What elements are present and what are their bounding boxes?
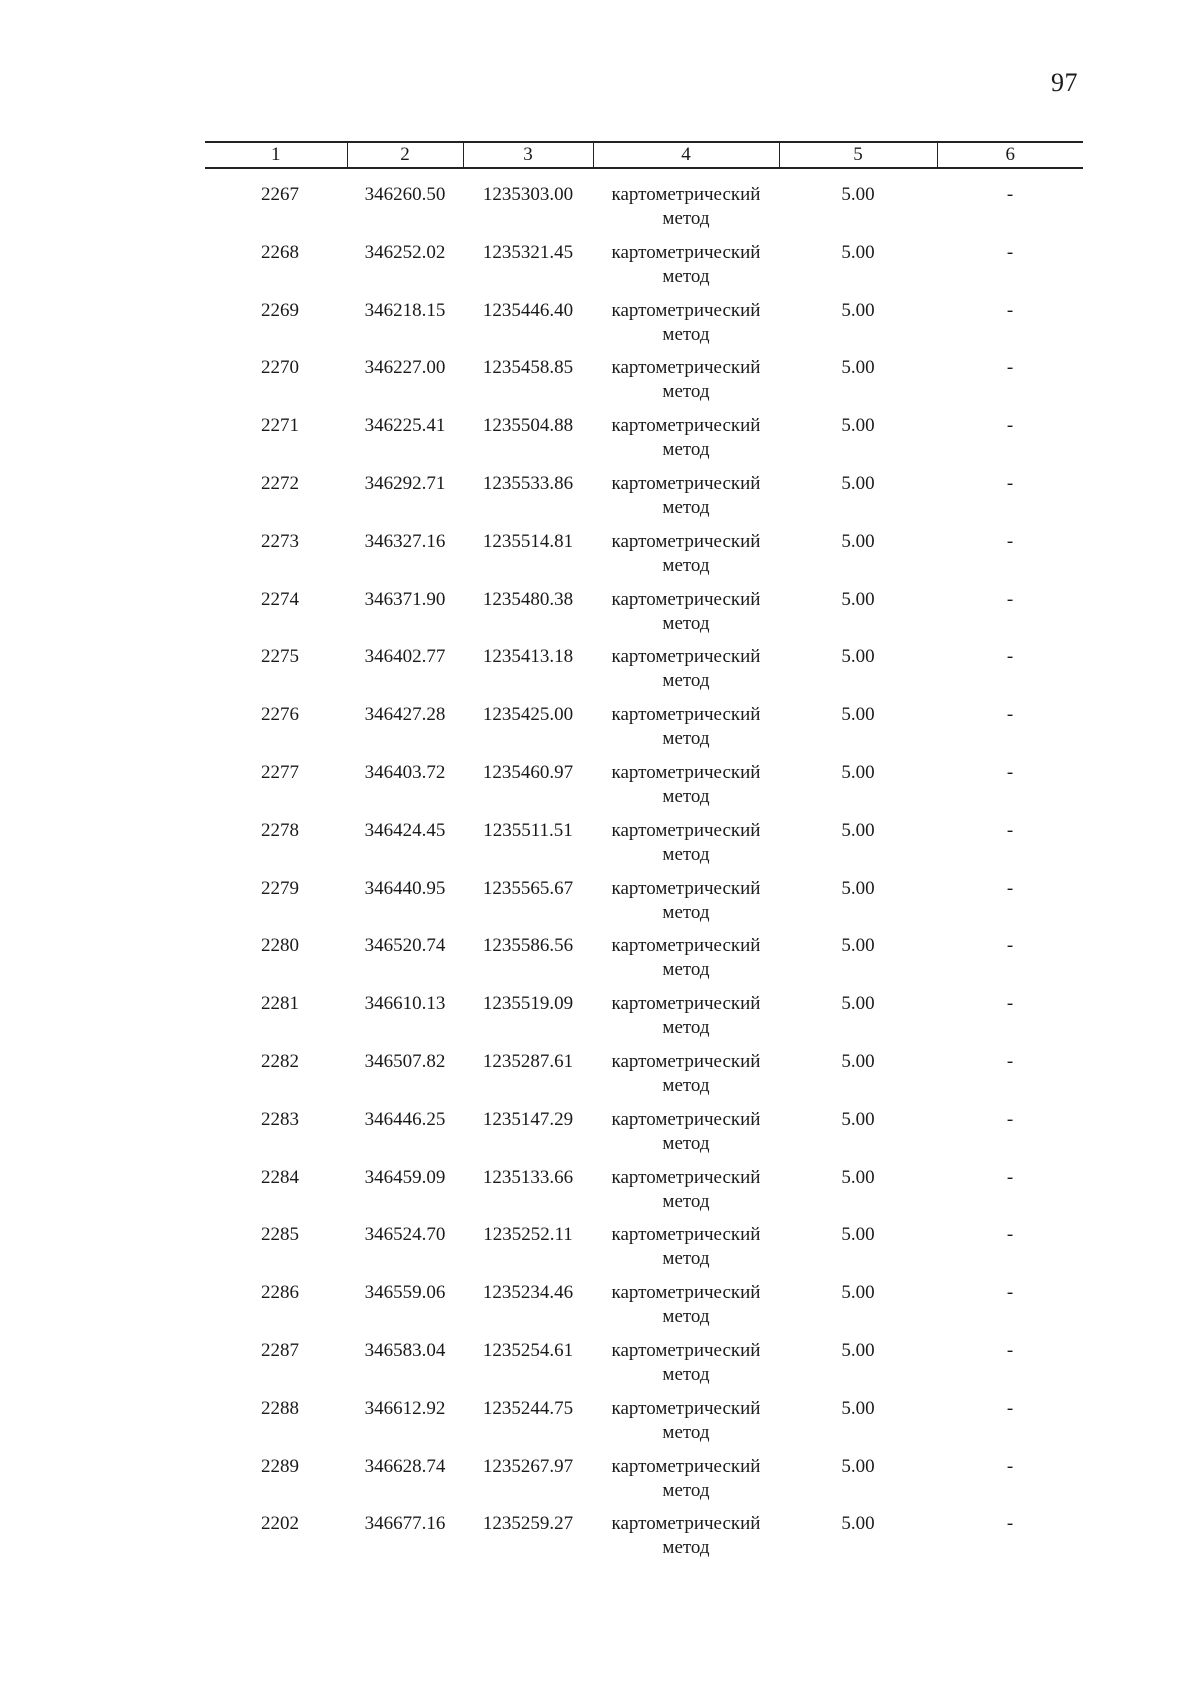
note-cell: - (1006, 704, 1014, 726)
method-line-2: метод (662, 1306, 710, 1328)
method-cell (593, 588, 779, 646)
y-coordinate-cell: 1235287.61 (482, 1050, 574, 1072)
note-cell: - (1006, 184, 1014, 205)
method-line-2: метод (662, 265, 710, 287)
y-coordinate-cell: 1235254.61 (482, 1339, 574, 1361)
y-coordinate-cell: 1235244.75 (482, 1397, 574, 1419)
x-coordinate-cell: 346218.15 (364, 299, 446, 321)
method-cell (593, 1166, 779, 1224)
method-line-2: метод (662, 1479, 710, 1501)
method-line-1: картометрический (611, 472, 761, 494)
note-cell: - (1006, 1050, 1014, 1072)
accuracy-cell: 5.00 (841, 588, 875, 610)
table-header (205, 141, 1083, 169)
method-cell (593, 703, 779, 761)
method-cell (593, 183, 779, 241)
x-coordinate-cell: 346583.04 (364, 1339, 446, 1361)
x-coordinate-cell: 346612.92 (364, 1397, 446, 1419)
method-cell (593, 472, 779, 530)
accuracy-cell: 5.00 (841, 357, 875, 379)
method-cell (593, 992, 779, 1050)
y-coordinate-cell: 1235303.00 (482, 184, 574, 205)
method-line-2: метод (662, 843, 710, 865)
y-coordinate-cell: 1235514.81 (482, 530, 574, 552)
note-cell: - (1006, 1339, 1014, 1361)
x-coordinate-cell: 346610.13 (364, 993, 446, 1015)
x-coordinate-cell: 346507.82 (364, 1050, 446, 1072)
y-coordinate-cell: 1235511.51 (483, 819, 573, 841)
method-cell (593, 819, 779, 877)
method-line-1: картометрический (611, 646, 761, 668)
accuracy-cell: 5.00 (841, 241, 875, 263)
method-line-1: картометрический (611, 993, 761, 1015)
point-number: 2287 (261, 1339, 299, 1361)
point-number-cell (205, 703, 347, 761)
point-number: 2269 (261, 299, 299, 321)
method-line-2: метод (662, 323, 710, 345)
point-number-cell (205, 1512, 347, 1570)
point-number: 2268 (261, 241, 299, 263)
note-cell: - (1006, 530, 1014, 552)
y-coordinate-cell: 1235480.38 (482, 588, 574, 610)
accuracy-cell: 5.00 (841, 472, 875, 494)
point-number: 2284 (261, 1166, 299, 1188)
note-cell: - (1006, 588, 1014, 610)
method-line-2: метод (662, 670, 710, 692)
note-cell: - (1006, 877, 1014, 899)
table-row (205, 299, 1083, 357)
point-number: 2282 (261, 1050, 299, 1072)
method-cell (593, 1455, 779, 1513)
point-number: 2202 (261, 1513, 299, 1535)
point-number: 2283 (261, 1108, 299, 1130)
method-cell (593, 356, 779, 414)
method-line-1: картометрический (611, 241, 761, 263)
table-body (205, 183, 1083, 1570)
point-number: 2288 (261, 1397, 299, 1419)
y-coordinate-cell: 1235533.86 (482, 472, 574, 494)
method-cell (593, 761, 779, 819)
point-number: 2286 (261, 1282, 299, 1304)
method-line-2: метод (662, 496, 710, 518)
method-line-2: метод (662, 208, 710, 229)
point-number-cell (205, 1339, 347, 1397)
accuracy-cell: 5.00 (841, 1108, 875, 1130)
x-coordinate-cell: 346524.70 (364, 1224, 446, 1246)
y-coordinate-cell: 1235259.27 (482, 1513, 574, 1535)
x-coordinate-cell: 346424.45 (364, 819, 446, 841)
method-cell (593, 934, 779, 992)
accuracy-cell: 5.00 (841, 646, 875, 668)
method-line-2: метод (662, 1074, 710, 1096)
point-number: 2285 (261, 1224, 299, 1246)
point-number-cell (205, 1050, 347, 1108)
table-row (205, 530, 1083, 588)
point-number-cell (205, 588, 347, 646)
method-cell (593, 645, 779, 703)
point-number-cell (205, 645, 347, 703)
x-coordinate-cell: 346402.77 (364, 646, 446, 668)
method-cell (593, 1281, 779, 1339)
method-line-2: метод (662, 612, 710, 634)
note-cell: - (1006, 1166, 1014, 1188)
method-line-1: картометрический (611, 1108, 761, 1130)
point-number-cell (205, 819, 347, 877)
point-number-cell (205, 992, 347, 1050)
accuracy-cell: 5.00 (841, 1513, 875, 1535)
y-coordinate-cell: 1235425.00 (482, 704, 574, 726)
method-line-2: метод (662, 1190, 710, 1212)
header-col-5: 5 (779, 142, 937, 168)
accuracy-cell: 5.00 (841, 704, 875, 726)
y-coordinate-cell: 1235504.88 (482, 415, 574, 437)
y-coordinate-cell: 1235519.09 (482, 993, 574, 1015)
x-coordinate-cell: 346371.90 (364, 588, 446, 610)
x-coordinate-cell: 346440.95 (364, 877, 446, 899)
table-row (205, 588, 1083, 646)
point-number: 2280 (261, 935, 299, 957)
table-row (205, 934, 1083, 992)
note-cell: - (1006, 646, 1014, 668)
x-coordinate-cell: 346446.25 (364, 1108, 446, 1130)
method-line-2: метод (662, 1248, 710, 1270)
table-row (205, 356, 1083, 414)
table-row (205, 414, 1083, 472)
y-coordinate-cell: 1235586.56 (482, 935, 574, 957)
y-coordinate-cell: 1235234.46 (482, 1282, 574, 1304)
accuracy-cell: 5.00 (841, 1224, 875, 1246)
point-number-cell (205, 934, 347, 992)
point-number: 2271 (261, 415, 299, 437)
method-line-1: картометрический (611, 1166, 761, 1188)
y-coordinate-cell: 1235147.29 (482, 1108, 574, 1130)
method-line-1: картометрический (611, 588, 761, 610)
method-line-1: картометрический (611, 1050, 761, 1072)
table-row (205, 241, 1083, 299)
method-line-1: картометрический (611, 299, 761, 321)
method-cell (593, 530, 779, 588)
accuracy-cell: 5.00 (841, 1282, 875, 1304)
method-line-2: метод (662, 785, 710, 807)
method-line-2: метод (662, 959, 710, 981)
table-row (205, 877, 1083, 935)
accuracy-cell: 5.00 (841, 415, 875, 437)
point-number: 2289 (261, 1455, 299, 1477)
method-line-1: картометрический (611, 704, 761, 726)
method-line-1: картометрический (611, 1224, 761, 1246)
header-row (205, 142, 1083, 168)
x-coordinate-cell: 346403.72 (364, 761, 446, 783)
header-col-6: 6 (937, 142, 1083, 168)
point-number: 2274 (261, 588, 299, 610)
method-line-2: метод (662, 901, 710, 923)
accuracy-cell: 5.00 (841, 761, 875, 783)
accuracy-cell: 5.00 (841, 1397, 875, 1419)
note-cell: - (1006, 415, 1014, 437)
x-coordinate-cell: 346225.41 (364, 415, 446, 437)
method-line-2: метод (662, 439, 710, 461)
accuracy-cell: 5.00 (841, 877, 875, 899)
method-cell (593, 1339, 779, 1397)
note-cell: - (1006, 241, 1014, 263)
accuracy-cell: 5.00 (841, 935, 875, 957)
point-number: 2267 (261, 184, 299, 205)
method-line-2: метод (662, 1132, 710, 1154)
point-number: 2278 (261, 819, 299, 841)
header-col-3: 3 (463, 142, 593, 168)
accuracy-cell: 5.00 (841, 184, 875, 205)
note-cell: - (1006, 1282, 1014, 1304)
point-number-cell (205, 761, 347, 819)
y-coordinate-cell: 1235458.85 (482, 357, 574, 379)
method-line-2: метод (662, 1537, 710, 1559)
method-line-1: картометрический (611, 935, 761, 957)
accuracy-cell: 5.00 (841, 299, 875, 321)
point-number-cell (205, 183, 347, 241)
x-coordinate-cell: 346327.16 (364, 530, 446, 552)
point-number-cell (205, 1223, 347, 1281)
y-coordinate-cell: 1235267.97 (482, 1455, 574, 1477)
method-line-2: метод (662, 381, 710, 403)
table-row (205, 1281, 1083, 1339)
method-cell (593, 1223, 779, 1281)
table-row (205, 992, 1083, 1050)
header-col-2: 2 (347, 142, 463, 168)
note-cell: - (1006, 1224, 1014, 1246)
method-line-1: картометрический (611, 1455, 761, 1477)
point-number-cell (205, 241, 347, 299)
x-coordinate-cell: 346459.09 (364, 1166, 446, 1188)
note-cell: - (1006, 993, 1014, 1015)
y-coordinate-cell: 1235446.40 (482, 299, 574, 321)
note-cell: - (1006, 299, 1014, 321)
point-number: 2277 (261, 761, 299, 783)
table-row (205, 183, 1083, 241)
note-cell: - (1006, 1108, 1014, 1130)
table-row (205, 1108, 1083, 1166)
note-cell: - (1006, 1513, 1014, 1535)
method-line-1: картометрический (611, 184, 761, 205)
x-coordinate-cell: 346227.00 (364, 357, 446, 379)
x-coordinate-cell: 346628.74 (364, 1455, 446, 1477)
header-col-4: 4 (593, 142, 779, 168)
table-row (205, 645, 1083, 703)
accuracy-cell: 5.00 (841, 1050, 875, 1072)
x-coordinate-cell: 346252.02 (364, 241, 446, 263)
coordinates-table (205, 183, 1083, 1570)
method-line-1: картометрический (611, 1513, 761, 1535)
table-row (205, 1166, 1083, 1224)
method-line-1: картометрический (611, 415, 761, 437)
note-cell: - (1006, 935, 1014, 957)
table-row (205, 1339, 1083, 1397)
table-row (205, 703, 1083, 761)
table-row (205, 819, 1083, 877)
method-line-1: картометрический (611, 761, 761, 783)
table-row (205, 1223, 1083, 1281)
table-row (205, 1050, 1083, 1108)
method-cell (593, 299, 779, 357)
method-line-1: картометрический (611, 1397, 761, 1419)
x-coordinate-cell: 346559.06 (364, 1282, 446, 1304)
point-number: 2281 (261, 993, 299, 1015)
method-cell (593, 414, 779, 472)
point-number-cell (205, 472, 347, 530)
point-number: 2272 (261, 472, 299, 494)
table-row (205, 761, 1083, 819)
point-number: 2273 (261, 530, 299, 552)
point-number-cell (205, 1166, 347, 1224)
y-coordinate-cell: 1235565.67 (482, 877, 574, 899)
point-number: 2275 (261, 646, 299, 668)
point-number-cell (205, 299, 347, 357)
method-cell (593, 1512, 779, 1570)
method-line-2: метод (662, 728, 710, 750)
method-line-1: картометрический (611, 1282, 761, 1304)
table-row (205, 1397, 1083, 1455)
point-number: 2270 (261, 357, 299, 379)
point-number-cell (205, 1455, 347, 1513)
x-coordinate-cell: 346520.74 (364, 935, 446, 957)
y-coordinate-cell: 1235321.45 (482, 241, 574, 263)
method-line-1: картометрический (611, 530, 761, 552)
point-number-cell (205, 877, 347, 935)
point-number-cell (205, 530, 347, 588)
method-cell (593, 1397, 779, 1455)
method-line-2: метод (662, 1421, 710, 1443)
point-number-cell (205, 1397, 347, 1455)
x-coordinate-cell: 346292.71 (364, 472, 446, 494)
accuracy-cell: 5.00 (841, 1339, 875, 1361)
point-number-cell (205, 1281, 347, 1339)
note-cell: - (1006, 357, 1014, 379)
y-coordinate-cell: 1235413.18 (482, 646, 574, 668)
y-coordinate-cell: 1235460.97 (482, 761, 574, 783)
point-number-cell (205, 1108, 347, 1166)
method-line-1: картометрический (611, 357, 761, 379)
note-cell: - (1006, 761, 1014, 783)
note-cell: - (1006, 1455, 1014, 1477)
y-coordinate-cell: 1235133.66 (482, 1166, 574, 1188)
table-row (205, 1512, 1083, 1570)
x-coordinate-cell: 346427.28 (364, 704, 446, 726)
note-cell: - (1006, 819, 1014, 841)
method-cell (593, 1050, 779, 1108)
accuracy-cell: 5.00 (841, 819, 875, 841)
page-number: 97 (1051, 68, 1078, 97)
method-line-2: метод (662, 1017, 710, 1039)
accuracy-cell: 5.00 (841, 530, 875, 552)
x-coordinate-cell: 346677.16 (364, 1513, 446, 1535)
table-row (205, 472, 1083, 530)
note-cell: - (1006, 472, 1014, 494)
method-line-1: картометрический (611, 877, 761, 899)
header-col-1: 1 (205, 142, 347, 168)
method-cell (593, 241, 779, 299)
method-cell (593, 877, 779, 935)
table-row (205, 1455, 1083, 1513)
method-line-2: метод (662, 554, 710, 576)
point-number: 2276 (261, 704, 299, 726)
method-line-2: метод (662, 1363, 710, 1385)
method-line-1: картометрический (611, 1339, 761, 1361)
accuracy-cell: 5.00 (841, 993, 875, 1015)
point-number: 2279 (261, 877, 299, 899)
method-line-1: картометрический (611, 819, 761, 841)
point-number-cell (205, 356, 347, 414)
accuracy-cell: 5.00 (841, 1166, 875, 1188)
point-number-cell (205, 414, 347, 472)
y-coordinate-cell: 1235252.11 (483, 1224, 573, 1246)
note-cell: - (1006, 1397, 1014, 1419)
x-coordinate-cell: 346260.50 (364, 184, 446, 205)
accuracy-cell: 5.00 (841, 1455, 875, 1477)
method-cell (593, 1108, 779, 1166)
